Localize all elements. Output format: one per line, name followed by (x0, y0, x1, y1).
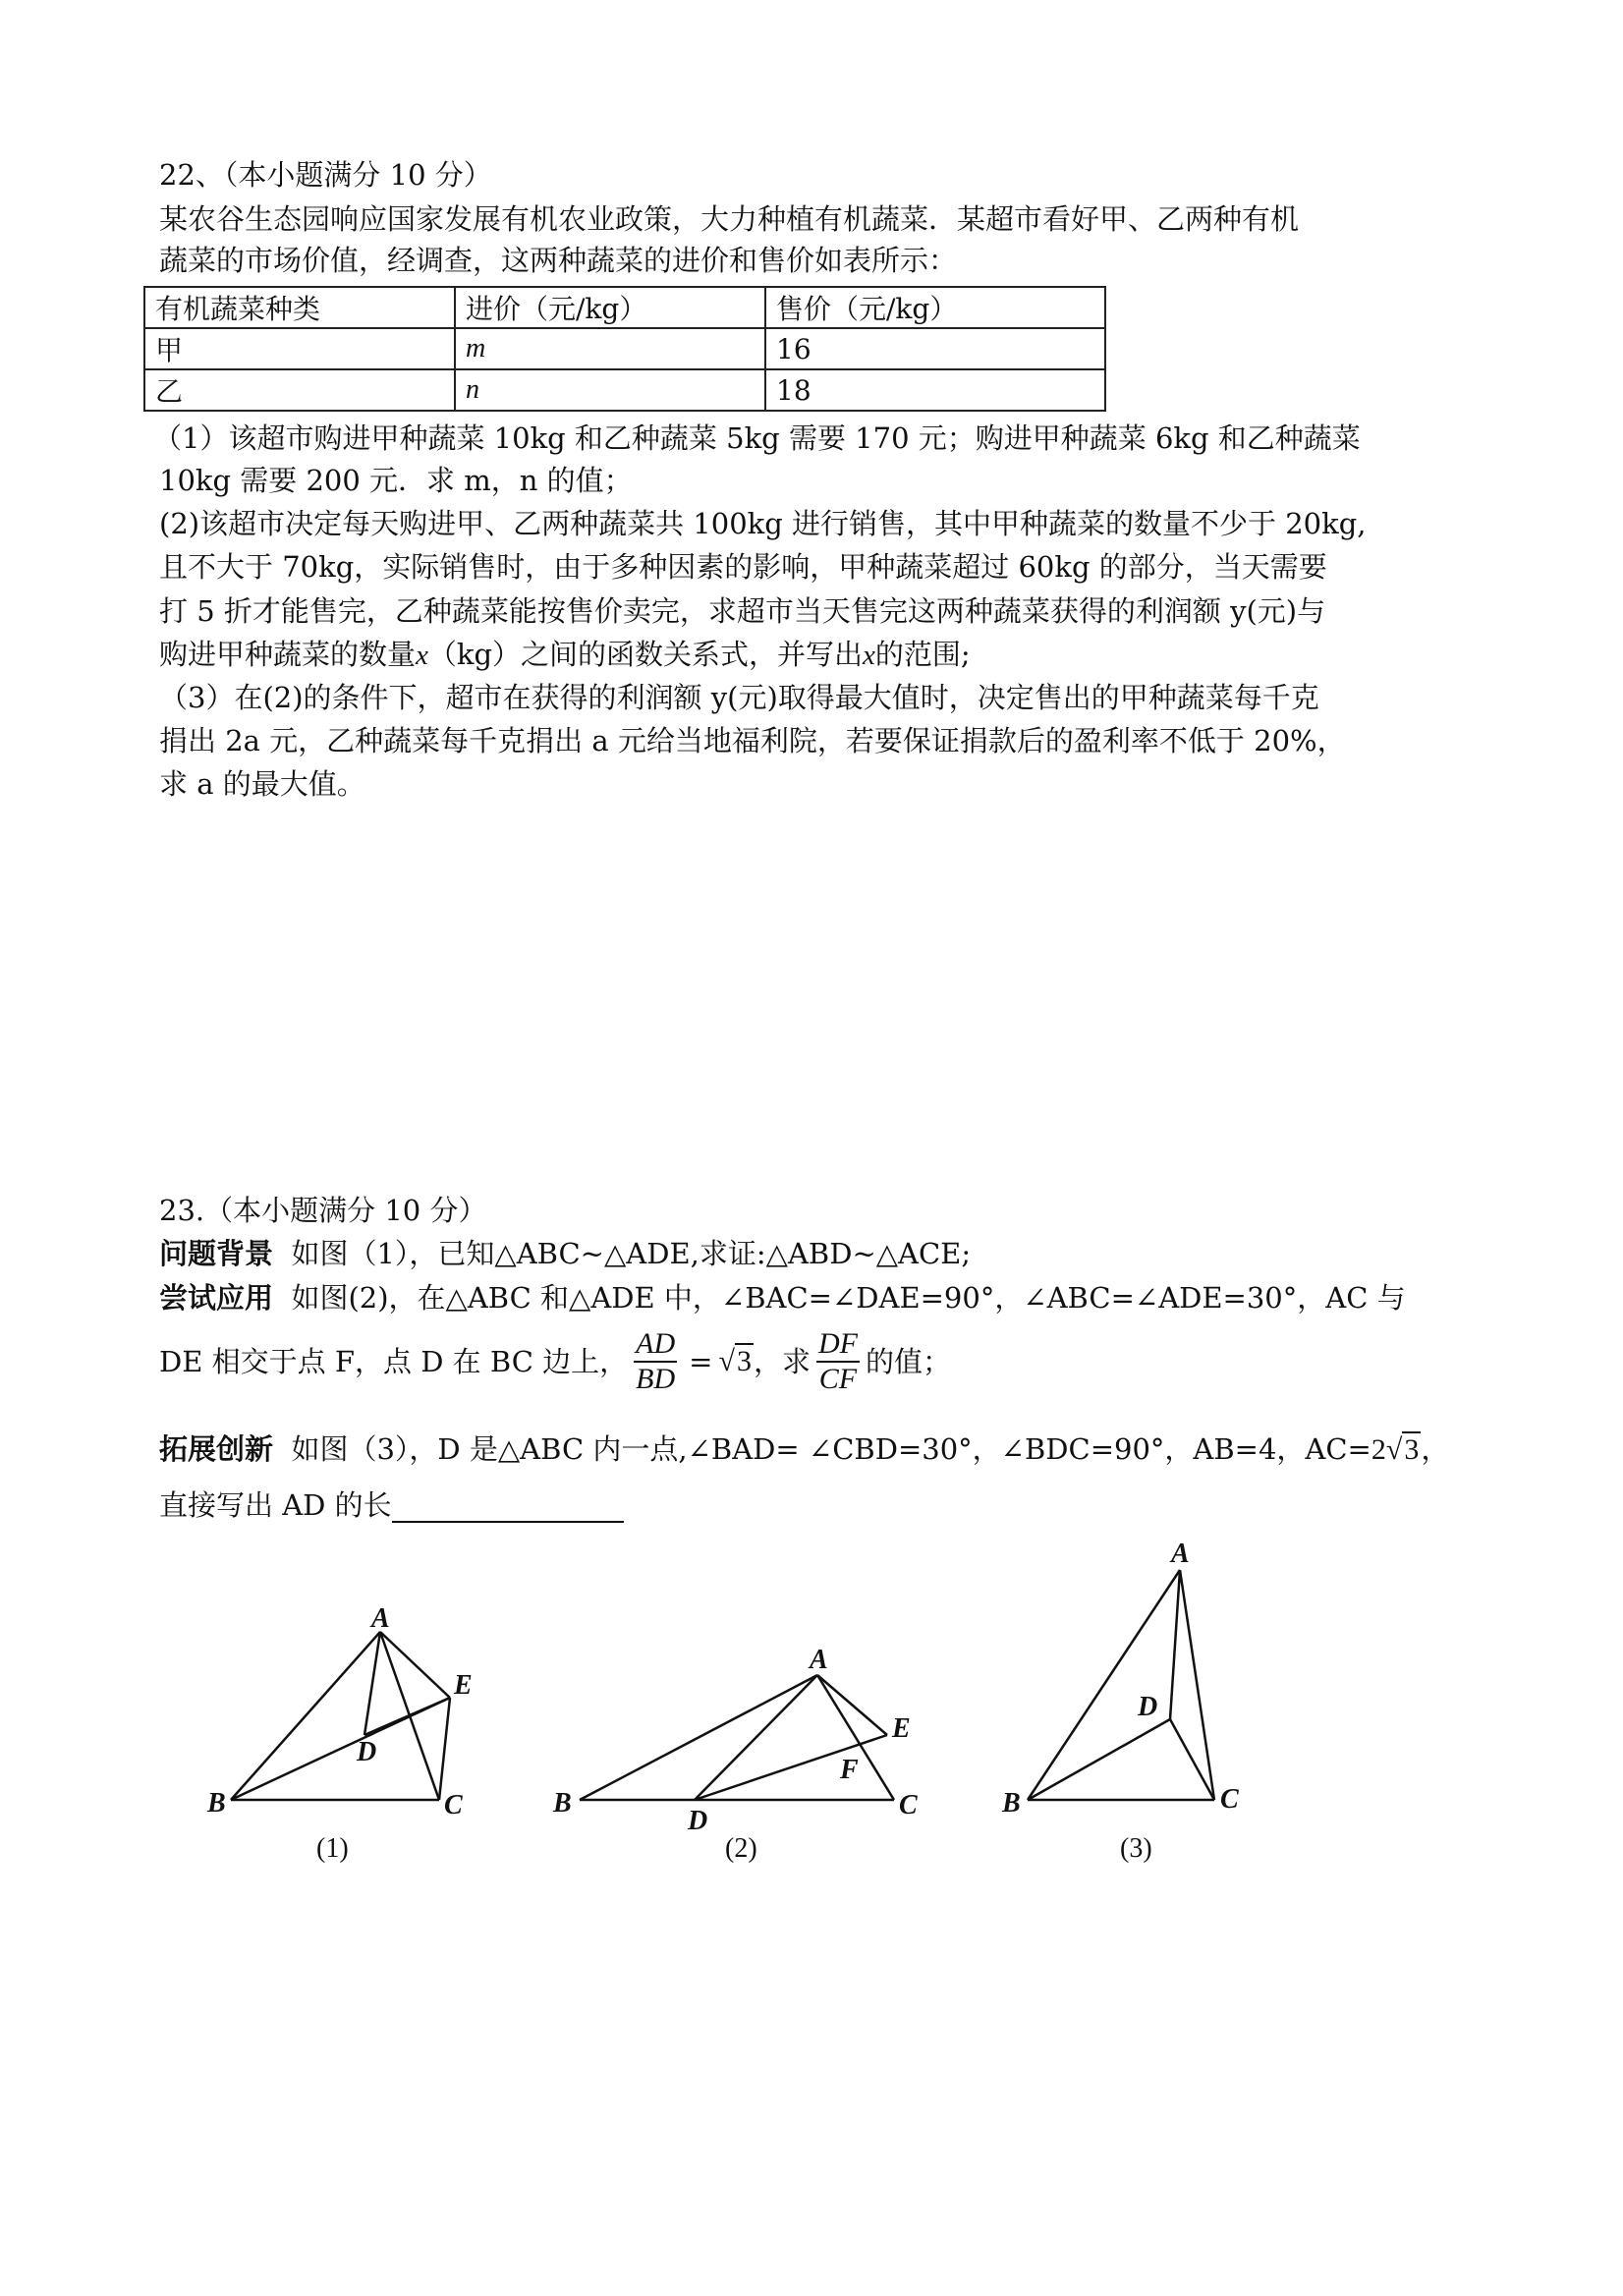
q23-heading: 23.（本小题满分 10 分） (159, 1194, 487, 1227)
table-cell: 乙 (144, 369, 455, 411)
point-label-d: D (357, 1737, 377, 1767)
table-header-row (144, 287, 1105, 328)
table-cell: 16 (765, 328, 1105, 369)
figure-1 (206, 1603, 473, 1864)
q22-part2-line2: 且不大于 70kg，实际销售时，由于多种因素的影响，甲种蔬菜超过 60kg 的部分，当天需要 (159, 550, 1327, 584)
answer-blank (392, 1491, 624, 1523)
try-text-b: ，求 (753, 1345, 811, 1378)
point-label-f: F (840, 1755, 859, 1785)
point-label-a: A (371, 1603, 390, 1634)
point-label-b: B (553, 1788, 572, 1819)
label-extension: 拓展创新 (159, 1432, 274, 1466)
point-label-b: B (1002, 1788, 1021, 1819)
label-problem-background: 问题背景 (159, 1237, 274, 1270)
q22-part3-line1: （3）在(2)的条件下，超市在获得的利润额 y(元)取得最大值时，决定售出的甲种蔬菜每千克 (159, 681, 1319, 714)
q22-part2-line3: 打 5 折才能售完，乙种蔬菜能按售价卖完，求超市当天售完这两种蔬菜获得的利润额 y(元)与 (159, 594, 1326, 628)
sqrt-3: √3 (718, 1345, 752, 1377)
fraction-df-cf (816, 1327, 860, 1396)
variable-x: x (416, 640, 428, 671)
try-text-a: DE 相交于点 F，点 D 在 BC 边上， (159, 1345, 629, 1378)
background-text: 如图（1），已知△ABC~△ADE,求证:△ABD~△ACE; (291, 1237, 972, 1270)
q22-part2-line4-b: （kg）之间的函数关系式，并写出 (427, 638, 864, 671)
try-text-c: 的值； (865, 1345, 951, 1378)
q22-part2-line4-a: 购进甲种蔬菜的数量 (159, 638, 417, 671)
point-label-c: C (1220, 1784, 1239, 1815)
price-table (143, 286, 1106, 412)
q23-try-line2 (159, 1322, 951, 1401)
q23-extension: 拓展创新 如图（3），D 是△ABC 内一点,∠BAD= ∠CBD=30°，∠BDC=90°，AB=4，AC=2√3， (159, 1432, 1450, 1466)
table-cell: n (455, 369, 765, 411)
fraction-ad-bd (634, 1327, 677, 1396)
value-2sqrt3: 2√3 (1371, 1433, 1420, 1466)
q22-part1-line1: （1）该超市购进甲种蔬菜 10kg 和乙种蔬菜 5kg 需要 170 元；购进甲种蔬菜 6kg 和乙种蔬菜 (153, 421, 1361, 455)
q22-heading: 22、（本小题满分 10 分） (159, 158, 492, 192)
point-label-a: A (810, 1645, 828, 1675)
table-header-cell: 有机蔬菜种类 (144, 287, 455, 328)
fraction-numerator: DF (816, 1327, 860, 1363)
table-header-cell: 售价（元/kg） (765, 287, 1105, 328)
figure-caption-1: (1) (316, 1833, 349, 1864)
q23-extension-line2 (159, 1487, 624, 1523)
table-row (144, 369, 1105, 411)
q23-background (159, 1236, 971, 1271)
extension-text-2: 直接写出 AD 的长 (159, 1488, 392, 1522)
point-label-a: A (1171, 1539, 1190, 1569)
q23-try (159, 1280, 1406, 1316)
fraction-denominator: BD (636, 1363, 676, 1395)
table-cell: 18 (765, 369, 1105, 411)
figure-3 (1001, 1539, 1239, 1864)
q22-part3-line3: 求 a 的最大值。 (159, 767, 365, 801)
table-header-cell: 进价（元/kg） (455, 287, 765, 328)
point-label-d: D (688, 1806, 708, 1836)
q22-part1-line2: 10kg 需要 200 元．求 m，n 的值； (159, 464, 633, 497)
point-label-c: C (899, 1790, 918, 1820)
figure-caption-2: (2) (725, 1833, 757, 1864)
figures (0, 1533, 1623, 1926)
point-label-d: D (1138, 1692, 1158, 1722)
label-try-application: 尝试应用 (159, 1281, 274, 1315)
q22-part2-line4-c: 的范围; (874, 638, 971, 671)
q22-part2-line1: (2)该超市决定每天购进甲、乙两种蔬菜共 100kg 进行销售，其中甲种蔬菜的数量不少于 20kg, (159, 507, 1367, 540)
point-label-e: E (892, 1713, 911, 1744)
q22-part3-line2: 捐出 2a 元，乙种蔬菜每千克捐出 a 元给当地福利院，若要保证捐款后的盈利率不低于 20%， (159, 724, 1346, 757)
q22-intro-line1: 某农谷生态园响应国家发展有机农业政策，大力种植有机蔬菜．某超市看好甲、乙两种有机 (159, 202, 1300, 236)
extension-text: 如图（3），D 是△ABC 内一点,∠BAD= ∠CBD=30°，∠BDC=90°，AB=4，AC= (291, 1432, 1371, 1466)
figure-caption-3: (3) (1120, 1833, 1152, 1864)
table-cell: 甲 (144, 328, 455, 369)
fraction-numerator: AD (634, 1327, 677, 1363)
point-label-c: C (444, 1790, 463, 1820)
equals-sign: = (689, 1345, 713, 1378)
q22-part2-line4 (159, 637, 971, 673)
table-row (144, 328, 1105, 369)
try-text: 如图(2)，在△ABC 和△ADE 中，∠BAC=∠DAE=90°，∠ABC=∠ADE=30°，AC 与 (291, 1281, 1406, 1315)
point-label-b: B (207, 1788, 226, 1819)
variable-x: x (863, 640, 875, 671)
q22-intro-line2: 蔬菜的市场价值，经调查，这两种蔬菜的进价和售价如表所示： (159, 244, 958, 277)
table-cell: m (455, 328, 765, 369)
figure-2 (552, 1645, 918, 1864)
fraction-denominator: CF (818, 1363, 858, 1395)
point-label-e: E (454, 1670, 473, 1701)
